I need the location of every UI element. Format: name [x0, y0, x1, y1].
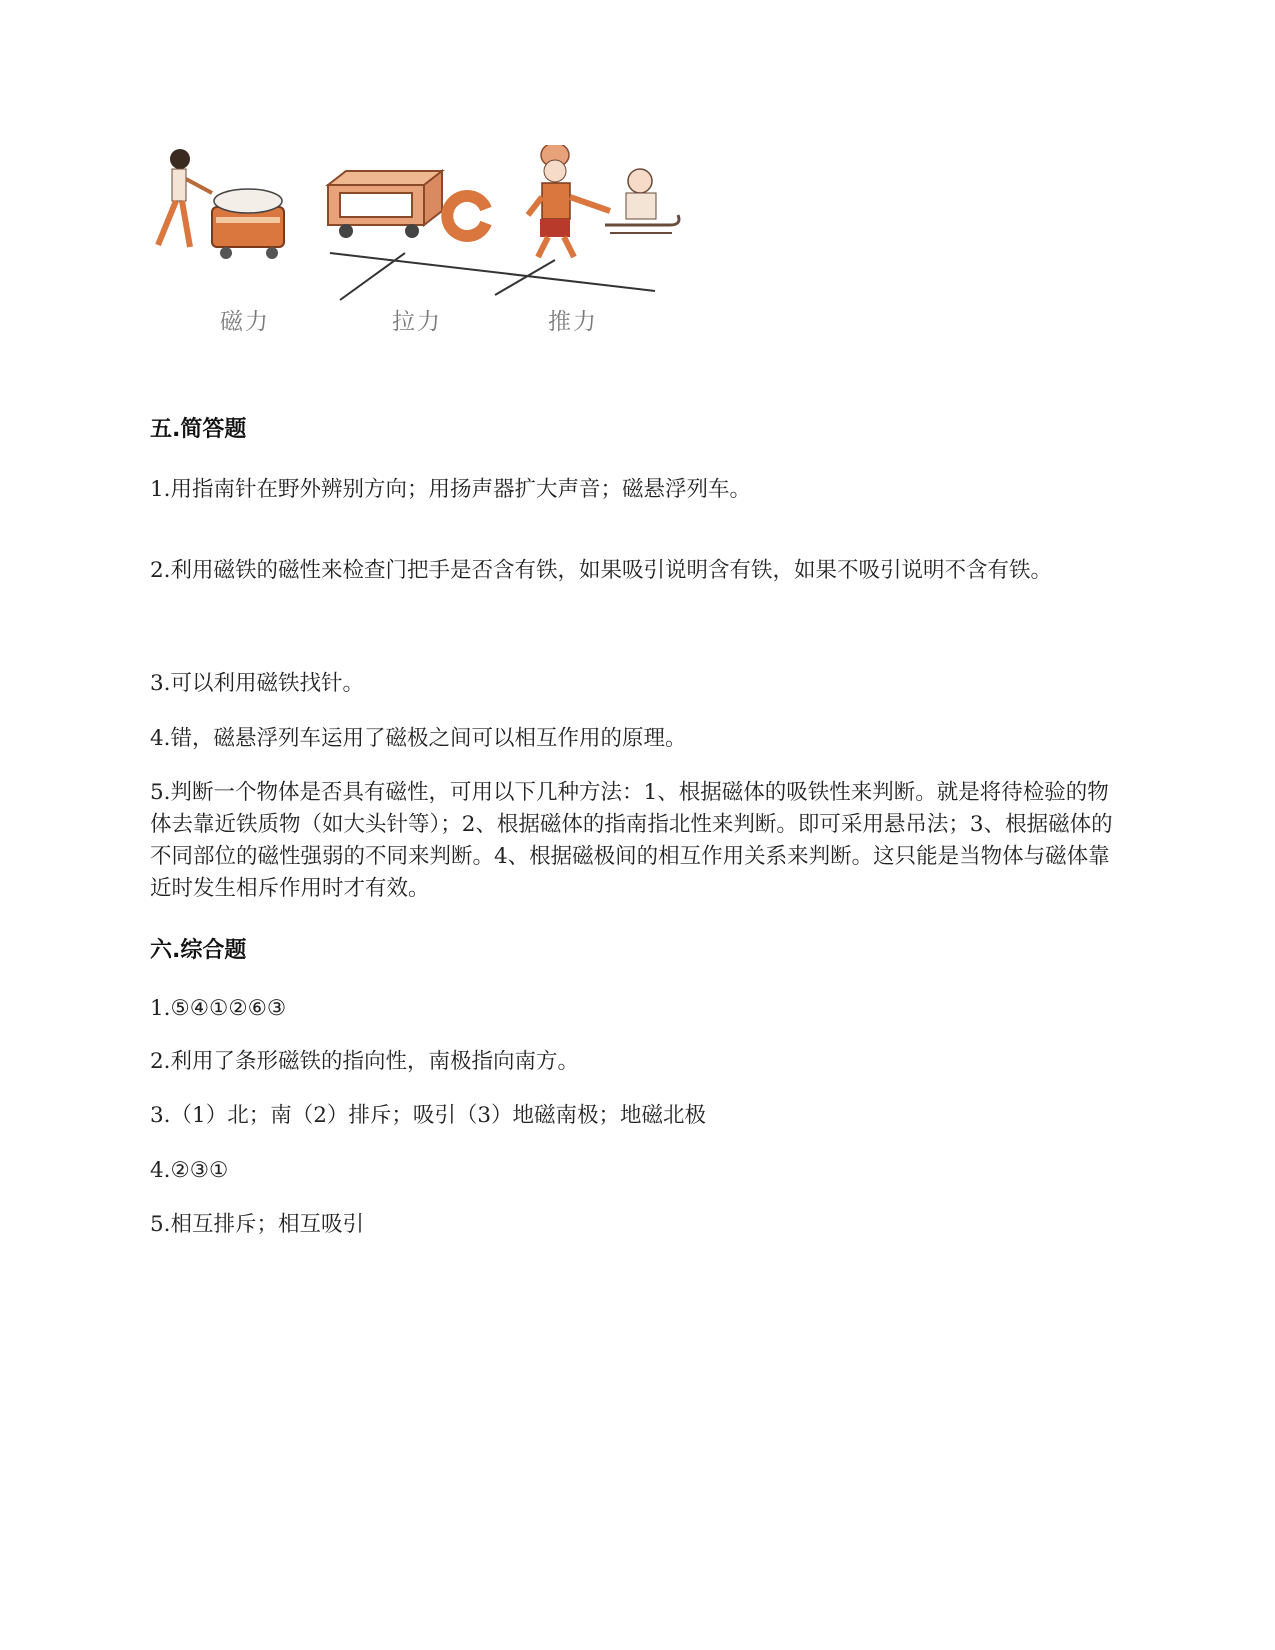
- section-heading-short-answer: 五.简答题: [150, 417, 247, 442]
- section-heading-comprehensive: 六.综合题: [150, 938, 247, 963]
- answer-item: 5.相互排斥；相互吸引: [150, 1212, 365, 1237]
- force-illustration: [150, 145, 710, 305]
- answer-item: 1.⑤④①②⑥③: [150, 996, 287, 1021]
- answer-item: 2.利用磁铁的磁性来检查门把手是否含有铁，如果吸引说明含有铁，如果不吸引说明不含有铁。: [150, 558, 1053, 583]
- answer-item: 4.错，磁悬浮列车运用了磁极之间可以相互作用的原理。: [150, 726, 687, 751]
- answer-item: 3.（1）北；南（2）排斥；吸引（3）地磁南极；地磁北极: [150, 1103, 707, 1128]
- answer-item: 5.判断一个物体是否具有磁性，可用以下几种方法：1、根据磁体的吸铁性来判断。就是将待检验的物体去靠近铁质物（如大头针等）；2、根据磁体的指南指北性来判断。即可采用悬吊法；3、根据磁体的不同部位的磁性强弱的不同来判断。4、根据磁极间的相互作用关系来判断。这只能是当物体与磁体靠近时发生相斥作用时才有效。: [150, 780, 1113, 901]
- figure-label-magnetic-force: 磁力: [220, 309, 270, 335]
- answer-item: 3.可以利用磁铁找针。: [150, 671, 365, 696]
- child-pulling-sled-illustration: [528, 145, 679, 257]
- boy-pushing-cart-illustration: [158, 149, 284, 259]
- cart-and-magnet-illustration: [328, 171, 486, 238]
- answer-item: 4.②③①: [150, 1158, 229, 1183]
- matching-figure: [150, 145, 710, 355]
- figure-label-pulling-force: 拉力: [392, 309, 442, 335]
- answer-item: 2.利用了条形磁铁的指向性，南极指向南方。: [150, 1049, 580, 1074]
- figure-label-pushing-force: 推力: [548, 309, 598, 335]
- answer-item: 1.用指南针在野外辨别方向；用扬声器扩大声音；磁悬浮列车。: [150, 477, 752, 502]
